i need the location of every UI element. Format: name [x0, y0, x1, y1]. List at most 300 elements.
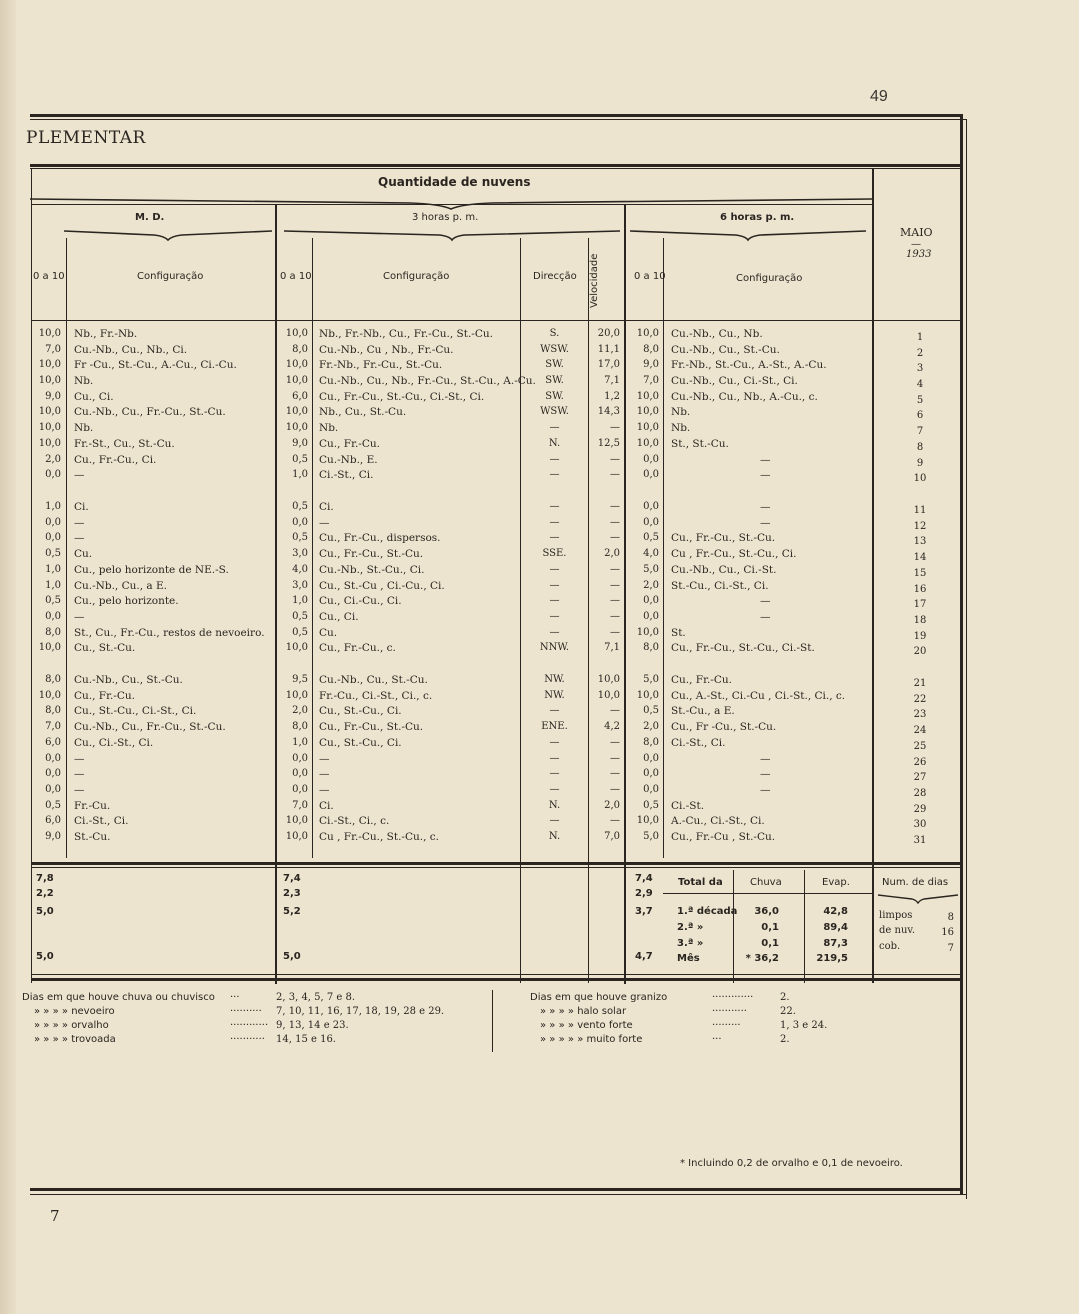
- vline-chuva: [733, 870, 734, 983]
- h6-config: Cu., Fr.-Cu., St.-Cu., Ci.-St.: [671, 642, 815, 654]
- header-quantidade-de-nuvens: Quantidade de nuvens: [378, 175, 531, 189]
- days-value: 7: [947, 943, 954, 954]
- md-config: Cu., Ci.-St., Ci.: [74, 737, 154, 749]
- hline-subheader: [31, 204, 873, 205]
- h3-config: Cu.: [319, 627, 338, 639]
- h3-config: Cu., Ci.-Cu., Ci.: [319, 595, 402, 607]
- direction-value: —: [549, 705, 560, 716]
- md-value: 10,0: [38, 375, 61, 386]
- page-spine: [0, 0, 16, 1314]
- h3-total: 5,2: [283, 906, 301, 917]
- col-6h-scale: 0 a 10: [634, 271, 666, 282]
- legend-dots: ·············: [712, 992, 754, 1003]
- col-3h-scale: 0 a 10: [280, 271, 312, 282]
- h6-value: 10,0: [636, 690, 659, 701]
- brace-days: [878, 893, 958, 905]
- speed-value: —: [610, 469, 620, 480]
- legend-left-label: » » » » trovoada: [34, 1034, 116, 1045]
- direction-value: —: [549, 422, 560, 433]
- h6-value: 0,0: [643, 469, 659, 480]
- h6-value: 10,0: [636, 406, 659, 417]
- total-row-label: 2.ª »: [677, 922, 704, 933]
- direction-value: NW.: [544, 690, 565, 701]
- h6-value: 7,0: [643, 375, 659, 386]
- h3-config: Cu.-Nb., St.-Cu., Ci.: [319, 564, 425, 576]
- speed-value: —: [610, 564, 620, 575]
- md-config: Nb.: [74, 422, 94, 434]
- md-total: 7,8: [36, 873, 54, 884]
- speed-value: 7,1: [604, 642, 620, 653]
- h3-value: 10,0: [285, 422, 308, 433]
- h3-config: Cu., Fr.-Cu., St.-Cu., Ci.-St., Ci.: [319, 391, 485, 403]
- md-config: Cu., St.-Cu., Ci.-St., Ci.: [74, 705, 197, 717]
- h3-value: 10,0: [285, 815, 308, 826]
- direction-value: —: [549, 815, 560, 826]
- h6-config: Ci.-St.: [671, 800, 705, 812]
- md-value: 0,0: [45, 753, 61, 764]
- md-config: Nb., Fr.-Nb.: [74, 328, 138, 340]
- day-number: 5: [916, 395, 924, 406]
- speed-value: —: [610, 627, 620, 638]
- day-number: 1: [916, 332, 924, 343]
- md-value: 9,0: [45, 391, 61, 402]
- md-value: 1,0: [45, 564, 61, 575]
- legend-dots: ·········: [712, 1020, 741, 1031]
- days-label: limpos: [879, 910, 913, 921]
- md-value: 7,0: [45, 344, 61, 355]
- brace-6h: [630, 228, 866, 242]
- h6-config: Cu.-Nb., Cu., Nb., A.-Cu., c.: [671, 391, 818, 403]
- evap-label: Evap.: [822, 877, 850, 888]
- md-config: —: [74, 469, 85, 481]
- h6-value: 4,0: [643, 548, 659, 559]
- day-number: 23: [913, 709, 927, 720]
- brace-md: [64, 228, 272, 242]
- h6-total: 7,4: [635, 873, 653, 884]
- md-config: —: [74, 611, 85, 623]
- h6-config: —: [760, 753, 771, 765]
- direction-value: —: [549, 532, 560, 543]
- md-value: 9,0: [45, 831, 61, 842]
- md-config: Cu., pelo horizonte de NE.-S.: [74, 564, 229, 576]
- h3-config: Cu., Fr.-Cu., St.-Cu.: [319, 548, 424, 560]
- h6-config: St.-Cu., Ci.-St., Ci.: [671, 580, 769, 592]
- h6-value: 10,0: [636, 627, 659, 638]
- speed-value: 2,0: [604, 548, 620, 559]
- legend-left-value: 9, 13, 14 e 23.: [276, 1020, 349, 1031]
- day-number: 27: [913, 772, 927, 783]
- md-config: Fr -Cu., St.-Cu., A.-Cu., Ci.-Cu.: [74, 359, 237, 371]
- day-number: 15: [913, 568, 927, 579]
- day-number: 2: [916, 348, 924, 359]
- direction-value: —: [549, 753, 560, 764]
- direction-value: ENE.: [541, 721, 568, 732]
- chuva-value: 0,1: [761, 938, 779, 949]
- h6-config: —: [760, 454, 771, 466]
- direction-value: SW.: [545, 391, 564, 402]
- h6-config: —: [760, 501, 771, 513]
- direction-value: —: [549, 768, 560, 779]
- md-total: 5,0: [36, 906, 54, 917]
- md-value: 1,0: [45, 580, 61, 591]
- md-config: —: [74, 532, 85, 544]
- direction-value: —: [549, 564, 560, 575]
- h6-value: 0,0: [643, 501, 659, 512]
- h3-value: 8,0: [292, 344, 308, 355]
- legend-right-value: 22.: [780, 1006, 796, 1017]
- speed-value: 20,0: [597, 328, 620, 339]
- md-config: —: [74, 768, 85, 780]
- page-title: PLEMENTAR: [26, 128, 146, 148]
- direction-value: WSW.: [540, 344, 569, 355]
- day-number: 7: [916, 426, 924, 437]
- total-da-label: Total da: [678, 877, 723, 888]
- direction-value: —: [549, 580, 560, 591]
- h3-config: Cu., Fr.-Cu., St.-Cu.: [319, 721, 424, 733]
- hline-header-bottom: [31, 320, 961, 321]
- direction-value: NNW.: [539, 642, 570, 653]
- h6-value: 0,5: [643, 532, 659, 543]
- h3-config: Cu., Fr.-Cu., c.: [319, 642, 396, 654]
- md-value: 10,0: [38, 422, 61, 433]
- vline-day: [872, 168, 874, 983]
- h3-value: 1,0: [292, 737, 308, 748]
- day-number: 19: [913, 631, 927, 642]
- legend-dots: ···········: [712, 1006, 747, 1017]
- day-number: 12: [913, 521, 927, 532]
- md-config: Fr.-St., Cu., St.-Cu.: [74, 438, 175, 450]
- day-number: 14: [913, 552, 927, 563]
- evap-value: 89,4: [823, 922, 848, 933]
- md-config: —: [74, 517, 85, 529]
- md-value: 0,5: [45, 800, 61, 811]
- speed-value: —: [610, 705, 620, 716]
- direction-value: —: [549, 501, 560, 512]
- h6-config: —: [760, 517, 771, 529]
- h3-config: Fr.-Cu., Ci.-St., Ci., c.: [319, 690, 433, 702]
- h3-total: 7,4: [283, 873, 301, 884]
- frame-right-rule: [960, 114, 963, 1194]
- vline-evap: [804, 870, 805, 983]
- evap-value: 87,3: [823, 938, 848, 949]
- day-number: 6: [916, 410, 924, 421]
- md-total: 5,0: [36, 951, 54, 962]
- h6-value: 5,0: [643, 674, 659, 685]
- md-config: Nb.: [74, 375, 94, 387]
- vline-md-scale: [66, 238, 67, 858]
- speed-value: —: [610, 611, 620, 622]
- h6-config: —: [760, 784, 771, 796]
- header-6-horas: 6 horas p. m.: [720, 212, 795, 223]
- direction-value: —: [549, 469, 560, 480]
- speed-value: —: [610, 815, 620, 826]
- h6-config: —: [760, 611, 771, 623]
- day-number: 8: [916, 442, 924, 453]
- h3-config: Cu.-Nb., Cu., Nb., Fr.-Cu., St.-Cu., A.-Cu.: [319, 375, 536, 387]
- md-value: 0,0: [45, 532, 61, 543]
- col-speed: Velocidade: [589, 253, 600, 308]
- md-config: Fr.-Cu.: [74, 800, 111, 812]
- vline-6h-scale: [663, 238, 664, 858]
- num-dias-label: Num. de dias: [882, 877, 949, 888]
- h3-config: Ci.-St., Ci.: [319, 469, 374, 481]
- day-number: 30: [913, 819, 927, 830]
- speed-value: 11,1: [597, 344, 620, 355]
- speed-value: 1,2: [604, 391, 620, 402]
- h6-config: Fr.-Nb., St.-Cu., A.-St., A.-Cu.: [671, 359, 827, 371]
- day-number: 16: [913, 584, 927, 595]
- speed-value: 10,0: [597, 674, 620, 685]
- h3-value: 0,0: [292, 768, 308, 779]
- frame-bottom-rule-thin: [30, 1194, 967, 1195]
- legend-dots: ···: [712, 1034, 722, 1045]
- h6-config: St.-Cu., a E.: [671, 705, 735, 717]
- md-config: Cu.: [74, 548, 93, 560]
- h6-value: 5,0: [643, 564, 659, 575]
- h6-config: —: [760, 469, 771, 481]
- h6-value: 0,0: [643, 784, 659, 795]
- md-value: 0,0: [45, 611, 61, 622]
- h3-value: 10,0: [285, 359, 308, 370]
- h3-config: Cu., Ci.: [319, 611, 359, 623]
- h3-value: 1,0: [292, 595, 308, 606]
- speed-value: 2,0: [604, 800, 620, 811]
- speed-value: —: [610, 784, 620, 795]
- h6-config: —: [760, 595, 771, 607]
- h6-total: 2,9: [635, 888, 653, 899]
- direction-value: —: [549, 595, 560, 606]
- legend-dots: ···: [230, 992, 240, 1003]
- day-number: 24: [913, 725, 927, 736]
- hline-totals-bottom: [31, 978, 961, 981]
- day-number: 3: [916, 363, 924, 374]
- md-config: Cu.-Nb., Cu., a E.: [74, 580, 168, 592]
- day-number: 20: [913, 646, 927, 657]
- h6-config: Cu.-Nb., Cu., Ci.-St., Ci.: [671, 375, 798, 387]
- h6-value: 2,0: [643, 721, 659, 732]
- h6-value: 0,5: [643, 705, 659, 716]
- footnote: * Incluindo 0,2 de orvalho e 0,1 de nevoeiro.: [680, 1158, 903, 1169]
- h6-value: 10,0: [636, 815, 659, 826]
- h3-value: 10,0: [285, 831, 308, 842]
- frame-right-rule-thin: [966, 119, 967, 1199]
- header-year: 1933: [906, 249, 932, 260]
- h3-value: 10,0: [285, 328, 308, 339]
- legend-right-label: » » » » halo solar: [540, 1006, 627, 1017]
- h6-config: Cu., Fr.-Cu., St.-Cu.: [671, 532, 776, 544]
- total-row-label: Mês: [677, 953, 700, 964]
- legend-right-label: » » » » » muito forte: [540, 1034, 643, 1045]
- speed-value: —: [610, 422, 620, 433]
- h6-value: 8,0: [643, 737, 659, 748]
- h6-config: Cu., Fr -Cu., St.-Cu.: [671, 721, 777, 733]
- brace-main: [30, 195, 872, 211]
- h3-config: Cu , Fr.-Cu., St.-Cu., c.: [319, 831, 439, 843]
- md-config: Cu., Fr.-Cu.: [74, 690, 135, 702]
- day-number: 13: [913, 536, 927, 547]
- header-md: M. D.: [135, 212, 165, 223]
- frame-bottom-rule: [30, 1188, 963, 1191]
- h6-value: 0,0: [643, 768, 659, 779]
- direction-value: N.: [548, 831, 561, 842]
- md-value: 10,0: [38, 438, 61, 449]
- h6-value: 0,0: [643, 753, 659, 764]
- chuva-value: 36,0: [754, 906, 779, 917]
- legend-dots: ···········: [230, 1034, 265, 1045]
- speed-value: —: [610, 501, 620, 512]
- vline-3h-scale: [312, 238, 313, 858]
- h3-value: 8,0: [292, 721, 308, 732]
- h3-value: 9,0: [292, 438, 308, 449]
- h6-config: Ci.-St., Ci.: [671, 737, 726, 749]
- h3-value: 10,0: [285, 375, 308, 386]
- h3-config: Cu., Fr.-Cu., dispersos.: [319, 532, 441, 544]
- md-config: Cu.-Nb., Cu., Nb., Ci.: [74, 344, 188, 356]
- direction-value: —: [549, 627, 560, 638]
- hline-totals-top: [31, 862, 961, 865]
- col-3h-config: Configuração: [383, 271, 450, 282]
- md-value: 6,0: [45, 737, 61, 748]
- col-md-scale: 0 a 10: [33, 271, 65, 282]
- md-value: 7,0: [45, 721, 61, 732]
- direction-value: —: [549, 517, 560, 528]
- direction-value: SSE.: [542, 548, 567, 559]
- direction-value: —: [549, 611, 560, 622]
- frame-top-rule-thin: [30, 119, 967, 120]
- h6-value: 9,0: [643, 359, 659, 370]
- hline-chuva-header: [663, 893, 872, 894]
- day-number: 21: [913, 678, 927, 689]
- md-value: 0,0: [45, 768, 61, 779]
- direction-value: N.: [548, 800, 561, 811]
- md-total: 2,2: [36, 888, 54, 899]
- md-value: 0,5: [45, 595, 61, 606]
- md-config: —: [74, 784, 85, 796]
- speed-value: —: [610, 595, 620, 606]
- h3-total: 2,3: [283, 888, 301, 899]
- h3-config: Nb., Cu., St.-Cu.: [319, 406, 407, 418]
- h6-config: Cu.-Nb., Cu., St.-Cu.: [671, 344, 780, 356]
- speed-value: —: [610, 580, 620, 591]
- md-value: 10,0: [38, 406, 61, 417]
- speed-value: 10,0: [597, 690, 620, 701]
- md-config: St., Cu., Fr.-Cu., restos de nevoeiro.: [74, 627, 265, 639]
- h3-value: 10,0: [285, 690, 308, 701]
- h6-config: Cu.-Nb., Cu., Ci.-St.: [671, 564, 777, 576]
- header-3-horas: 3 horas p. m.: [412, 212, 479, 223]
- h3-config: Fr.-Nb., Fr.-Cu., St.-Cu.: [319, 359, 443, 371]
- speed-value: 14,3: [597, 406, 620, 417]
- md-value: 8,0: [45, 627, 61, 638]
- h3-config: Cu.-Nb., Cu., St.-Cu.: [319, 674, 428, 686]
- evap-value: 42,8: [823, 906, 848, 917]
- header-top-rule: [30, 164, 960, 167]
- legend-right-value: 2.: [780, 992, 790, 1003]
- direction-value: SW.: [545, 359, 564, 370]
- direction-value: N.: [548, 438, 561, 449]
- md-value: 0,0: [45, 517, 61, 528]
- speed-value: 17,0: [597, 359, 620, 370]
- h3-value: 0,0: [292, 517, 308, 528]
- h6-value: 8,0: [643, 344, 659, 355]
- md-config: Cu., St.-Cu.: [74, 642, 136, 654]
- h6-value: 0,0: [643, 595, 659, 606]
- speed-value: —: [610, 753, 620, 764]
- direction-value: —: [549, 784, 560, 795]
- direction-value: WSW.: [540, 406, 569, 417]
- day-number: 29: [913, 804, 927, 815]
- md-value: 1,0: [45, 501, 61, 512]
- col-direction: Direcção: [533, 271, 577, 282]
- h3-config: —: [319, 768, 330, 780]
- h3-value: 6,0: [292, 391, 308, 402]
- h3-value: 10,0: [285, 406, 308, 417]
- md-value: 0,0: [45, 469, 61, 480]
- md-value: 10,0: [38, 328, 61, 339]
- legend-left-value: 2, 3, 4, 5, 7 e 8.: [276, 992, 356, 1003]
- md-config: Cu.-Nb., Cu., Fr.-Cu., St.-Cu.: [74, 406, 226, 418]
- bottom-page-number: 7: [50, 1207, 60, 1225]
- h3-config: Cu., Fr.-Cu.: [319, 438, 380, 450]
- md-value: 6,0: [45, 815, 61, 826]
- legend-right-label: Dias em que houve granizo: [530, 992, 668, 1003]
- legend-divider: [492, 990, 493, 1052]
- day-number: 31: [913, 835, 927, 846]
- h6-config: A.-Cu., Ci.-St., Ci.: [671, 815, 765, 827]
- days-value: 8: [947, 912, 954, 923]
- h3-value: 0,5: [292, 501, 308, 512]
- h6-config: Cu.-Nb., Cu., Nb.: [671, 328, 763, 340]
- h3-config: Nb.: [319, 422, 339, 434]
- day-number: 25: [913, 741, 927, 752]
- legend-dots: ··········: [230, 1006, 262, 1017]
- md-config: Ci.: [74, 501, 89, 513]
- page-number: 49: [870, 88, 888, 105]
- h3-config: —: [319, 753, 330, 765]
- speed-value: 7,0: [604, 831, 620, 842]
- h6-value: 10,0: [636, 438, 659, 449]
- h3-value: 0,0: [292, 753, 308, 764]
- day-number: 17: [913, 599, 927, 610]
- h3-total: 5,0: [283, 951, 301, 962]
- legend-left-label: Dias em que houve chuva ou chuvisco: [22, 992, 215, 1003]
- h6-config: St., St.-Cu.: [671, 438, 729, 450]
- h3-config: Cu., St.-Cu., Ci.: [319, 737, 402, 749]
- days-label: de nuv.: [879, 925, 916, 936]
- h3-config: Nb., Fr.-Nb., Cu., Fr.-Cu., St.-Cu.: [319, 328, 493, 340]
- h3-config: Cu.-Nb., Cu , Nb., Fr.-Cu.: [319, 344, 454, 356]
- speed-value: —: [610, 517, 620, 528]
- md-value: 0,0: [45, 784, 61, 795]
- h6-total: 4,7: [635, 951, 653, 962]
- day-number: 26: [913, 757, 927, 768]
- h3-config: Cu., St.-Cu., Ci.: [319, 705, 402, 717]
- h3-config: Ci.: [319, 501, 334, 513]
- legend-right-value: 2.: [780, 1034, 790, 1045]
- h6-value: 0,0: [643, 611, 659, 622]
- h6-config: —: [760, 768, 771, 780]
- h6-config: Cu., A.-St., Ci.-Cu , Ci.-St., Ci., c.: [671, 690, 846, 702]
- day-number: 22: [913, 694, 927, 705]
- md-config: St.-Cu.: [74, 831, 111, 843]
- day-number: 18: [913, 615, 927, 626]
- h6-config: St.: [671, 627, 686, 639]
- direction-value: —: [549, 737, 560, 748]
- h6-value: 2,0: [643, 580, 659, 591]
- direction-value: SW.: [545, 375, 564, 386]
- md-config: Cu., pelo horizonte.: [74, 595, 179, 607]
- legend-right-value: 1, 3 e 24.: [780, 1020, 828, 1031]
